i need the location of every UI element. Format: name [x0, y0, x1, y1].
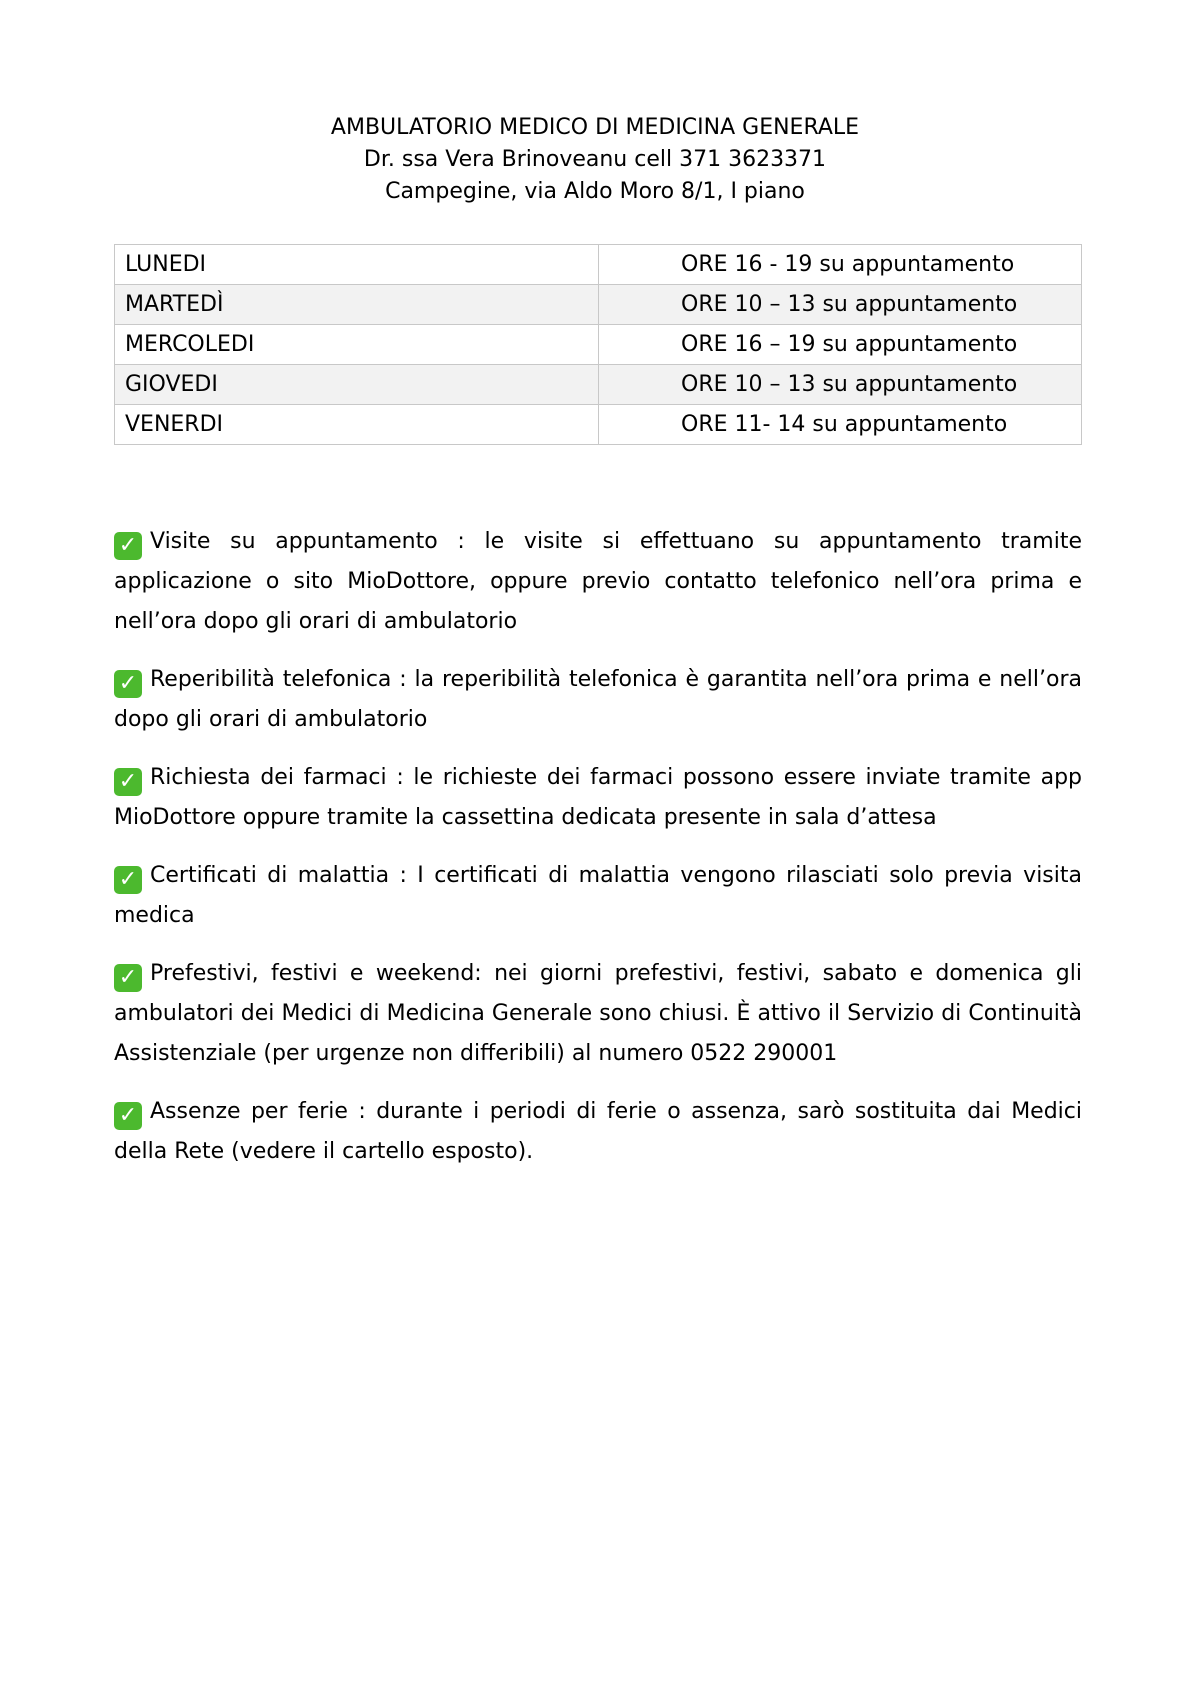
- note-text: Reperibilità telefonica : la reperibilità telefonica è garantita nell’ora prima e nell’ora dopo gli orari di ambulatorio: [114, 667, 1082, 732]
- doctor-contact: Dr. ssa Vera Brinoveanu cell 371 3623371: [363, 147, 827, 172]
- table-row: [115, 285, 1082, 325]
- notes-list: [114, 522, 1082, 1190]
- note-phone-availability: [114, 660, 1082, 740]
- check-mark-icon: ✓: [114, 532, 142, 560]
- note-text: Prefestivi, festivi e weekend: nei giorni prefestivi, festivi, sabato e domenica gli ambulatori dei Medici di Medicina Generale sono chiusi. È attivo il Servizio di Continuità Assistenziale (per urgenze non differibili) al numero 0522 290001: [114, 961, 1082, 1066]
- clinic-title: AMBULATORIO MEDICO DI MEDICINA GENERALE: [330, 115, 860, 140]
- check-mark-icon: ✓: [114, 866, 142, 894]
- note-absences: [114, 1092, 1082, 1172]
- hours-cell: ORE 10 – 13 su appuntamento: [599, 285, 1082, 325]
- table-row: [115, 365, 1082, 405]
- clinic-address: Campegine, via Aldo Moro 8/1, I piano: [385, 179, 805, 204]
- hours-cell: ORE 11- 14 su appuntamento: [599, 405, 1082, 445]
- check-mark-icon: ✓: [114, 670, 142, 698]
- note-text: Assenze per ferie : durante i periodi di ferie o assenza, sarò sostituita dai Medici della Rete (vedere il cartello esposto).: [114, 1099, 1082, 1164]
- table-row: [115, 405, 1082, 445]
- day-cell: MARTEDÌ: [115, 285, 599, 325]
- hours-cell: ORE 16 - 19 su appuntamento: [599, 245, 1082, 285]
- check-mark-icon: ✓: [114, 964, 142, 992]
- check-mark-icon: ✓: [114, 1102, 142, 1130]
- document-header: [0, 112, 1190, 208]
- day-cell: VENERDI: [115, 405, 599, 445]
- note-visits: [114, 522, 1082, 642]
- hours-cell: ORE 16 – 19 su appuntamento: [599, 325, 1082, 365]
- table-row: [115, 325, 1082, 365]
- schedule-table: [114, 244, 1082, 445]
- note-text: Visite su appuntamento : le visite si effettuano su appuntamento tramite applicazione o sito MioDottore, oppure previo contatto telefonico nell’ora prima e nell’ora dopo gli orari di ambulatorio: [114, 529, 1082, 634]
- day-cell: GIOVEDI: [115, 365, 599, 405]
- note-text: Certificati di malattia : I certificati di malattia vengono rilasciati solo previa visita medica: [114, 863, 1082, 928]
- hours-cell: ORE 10 – 13 su appuntamento: [599, 365, 1082, 405]
- day-cell: LUNEDI: [115, 245, 599, 285]
- table-row: [115, 245, 1082, 285]
- note-sick-certificates: [114, 856, 1082, 936]
- note-text: Richiesta dei farmaci : le richieste dei farmaci possono essere inviate tramite app MioDottore oppure tramite la cassettina dedicata presente in sala d’attesa: [114, 765, 1082, 830]
- check-mark-icon: ✓: [114, 768, 142, 796]
- note-holidays: [114, 954, 1082, 1074]
- day-cell: MERCOLEDI: [115, 325, 599, 365]
- note-prescriptions: [114, 758, 1082, 838]
